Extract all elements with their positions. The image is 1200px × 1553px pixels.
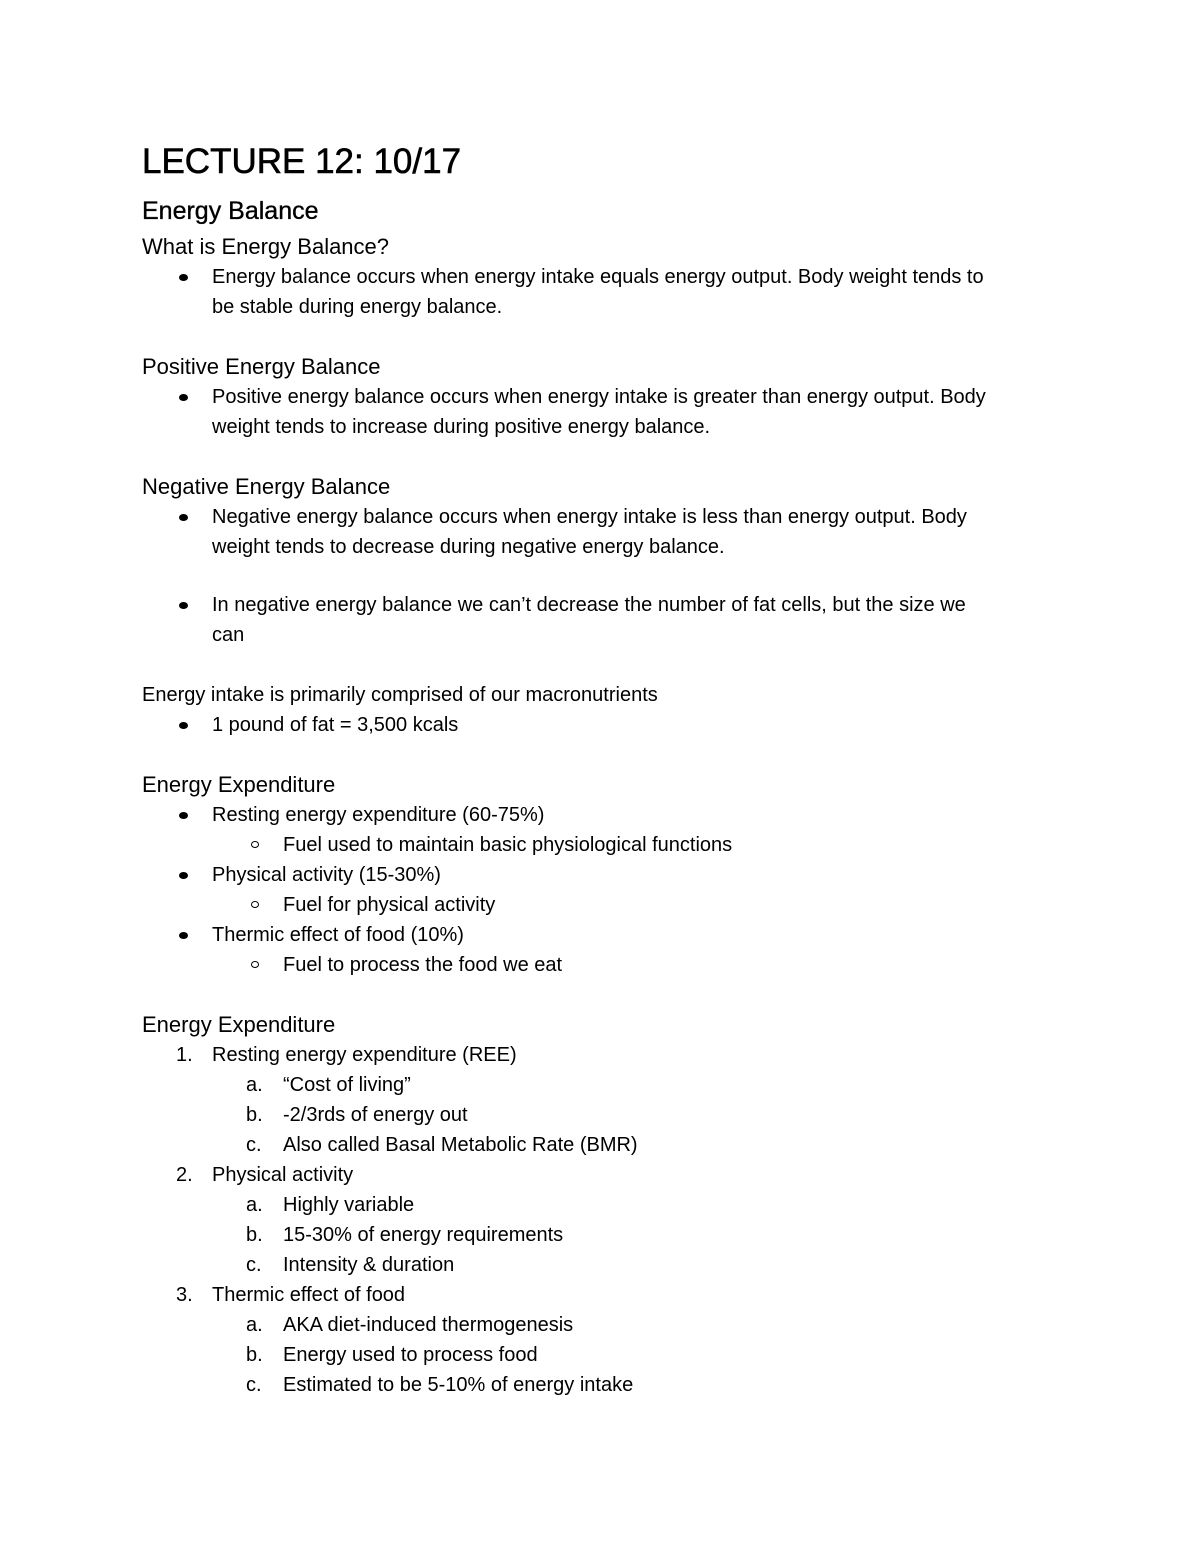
sub-list-item (142, 890, 1062, 920)
list-item (142, 860, 1062, 890)
item-letter: a. (246, 1194, 263, 1216)
sub-list-item-text: Fuel used to maintain basic physiological functions (283, 834, 733, 856)
item-number: 3. (176, 1284, 193, 1306)
section-intake (142, 680, 1062, 740)
item-letter: a. (246, 1314, 263, 1336)
lettered-item-text: “Cost of living” (283, 1074, 411, 1096)
bullet-icon (179, 602, 188, 609)
numbered-item-text: Physical activity (212, 1164, 354, 1186)
section-title: Energy Balance (142, 197, 319, 225)
section-expenditure-bulleted (142, 770, 1062, 980)
bullet-icon (179, 274, 188, 281)
sub-list-item-text: Fuel for physical activity (283, 894, 496, 916)
numbered-item-text: Thermic effect of food (212, 1284, 406, 1306)
lettered-item (142, 1370, 1062, 1400)
numbered-list (142, 1040, 1062, 1400)
list-item-line: Positive energy balance occurs when energy intake is greater than energy output. Body (212, 386, 986, 408)
list-item-text: 1 pound of fat = 3,500 kcals (212, 714, 459, 736)
list-item-line: weight tends to decrease during negative energy balance. (212, 536, 725, 558)
lettered-item-text: AKA diet-induced thermogenesis (283, 1314, 574, 1336)
bullet-icon (179, 514, 188, 521)
list-item-line: In negative energy balance we can’t decrease the number of fat cells, but the size we (212, 594, 966, 616)
bullet-list (142, 262, 1062, 322)
list-item-line: Energy balance occurs when energy intake equals energy output. Body weight tends to (212, 266, 984, 288)
lettered-item-text: 15-30% of energy requirements (283, 1224, 564, 1246)
lettered-item-text: Intensity & duration (283, 1254, 455, 1276)
section-heading: What is Energy Balance? (142, 234, 390, 259)
bullet-icon (179, 722, 188, 729)
list-item (142, 502, 1062, 562)
bullet-icon (179, 812, 188, 819)
item-letter: c. (246, 1134, 262, 1156)
section-heading: Energy Expenditure (142, 1012, 336, 1037)
bullet-list (142, 502, 1062, 650)
lettered-item-text: Estimated to be 5-10% of energy intake (283, 1374, 634, 1396)
item-letter: b. (246, 1224, 263, 1246)
list-item (142, 920, 1062, 950)
document-body (142, 142, 1062, 1400)
bullet-icon (179, 872, 188, 879)
section-positive (142, 352, 1062, 442)
lettered-item (142, 1220, 1062, 1250)
list-item (142, 710, 1062, 740)
section-expenditure-numbered (142, 1010, 1062, 1400)
list-item-line: can (212, 624, 245, 646)
lettered-item-text: Also called Basal Metabolic Rate (BMR) (283, 1134, 638, 1156)
numbered-item (142, 1160, 1062, 1190)
list-item (142, 262, 1062, 322)
section-heading: Positive Energy Balance (142, 354, 381, 379)
section-heading: Energy Expenditure (142, 772, 336, 797)
section-negative (142, 472, 1062, 650)
item-number: 2. (176, 1164, 193, 1186)
item-letter: c. (246, 1254, 262, 1276)
lettered-item (142, 1070, 1062, 1100)
numbered-item (142, 1280, 1062, 1310)
sub-list-item (142, 830, 1062, 860)
lettered-item (142, 1250, 1062, 1280)
bullet-list (142, 800, 1062, 980)
item-letter: b. (246, 1344, 263, 1366)
lettered-item-text: Highly variable (283, 1194, 415, 1216)
lettered-item-text: -2/3rds of energy out (283, 1104, 468, 1126)
hollow-bullet-icon (251, 841, 259, 848)
list-item-text: Thermic effect of food (10%) (212, 924, 464, 946)
list-item (142, 590, 1062, 650)
list-item-line: weight tends to increase during positive energy balance. (212, 416, 711, 438)
list-item (142, 800, 1062, 830)
lettered-item (142, 1130, 1062, 1160)
bullet-icon (179, 394, 188, 401)
list-item-line: Negative energy balance occurs when energy intake is less than energy output. Body (212, 506, 967, 528)
bullet-list (142, 710, 1062, 740)
item-letter: a. (246, 1074, 263, 1096)
section-heading: Negative Energy Balance (142, 474, 391, 499)
list-item (142, 382, 1062, 442)
hollow-bullet-icon (251, 961, 259, 968)
numbered-item (142, 1040, 1062, 1070)
lettered-item (142, 1100, 1062, 1130)
lettered-item-text: Energy used to process food (283, 1344, 538, 1366)
sub-list-item (142, 950, 1062, 980)
lettered-item (142, 1340, 1062, 1370)
numbered-item-text: Resting energy expenditure (REE) (212, 1044, 517, 1066)
list-item-text: Physical activity (15-30%) (212, 864, 441, 886)
bullet-list (142, 382, 1062, 442)
page-title: LECTURE 12: 10/17 (142, 142, 462, 181)
item-letter: b. (246, 1104, 263, 1126)
lettered-item (142, 1190, 1062, 1220)
bullet-icon (179, 932, 188, 939)
hollow-bullet-icon (251, 901, 259, 908)
section-what-is (142, 232, 1062, 322)
item-letter: c. (246, 1374, 262, 1396)
list-item-text: Resting energy expenditure (60-75%) (212, 804, 545, 826)
lettered-item (142, 1310, 1062, 1340)
paragraph: Energy intake is primarily comprised of our macronutrients (142, 684, 658, 706)
item-number: 1. (176, 1044, 193, 1066)
sub-list-item-text: Fuel to process the food we eat (283, 954, 563, 976)
list-item-line: be stable during energy balance. (212, 296, 503, 318)
